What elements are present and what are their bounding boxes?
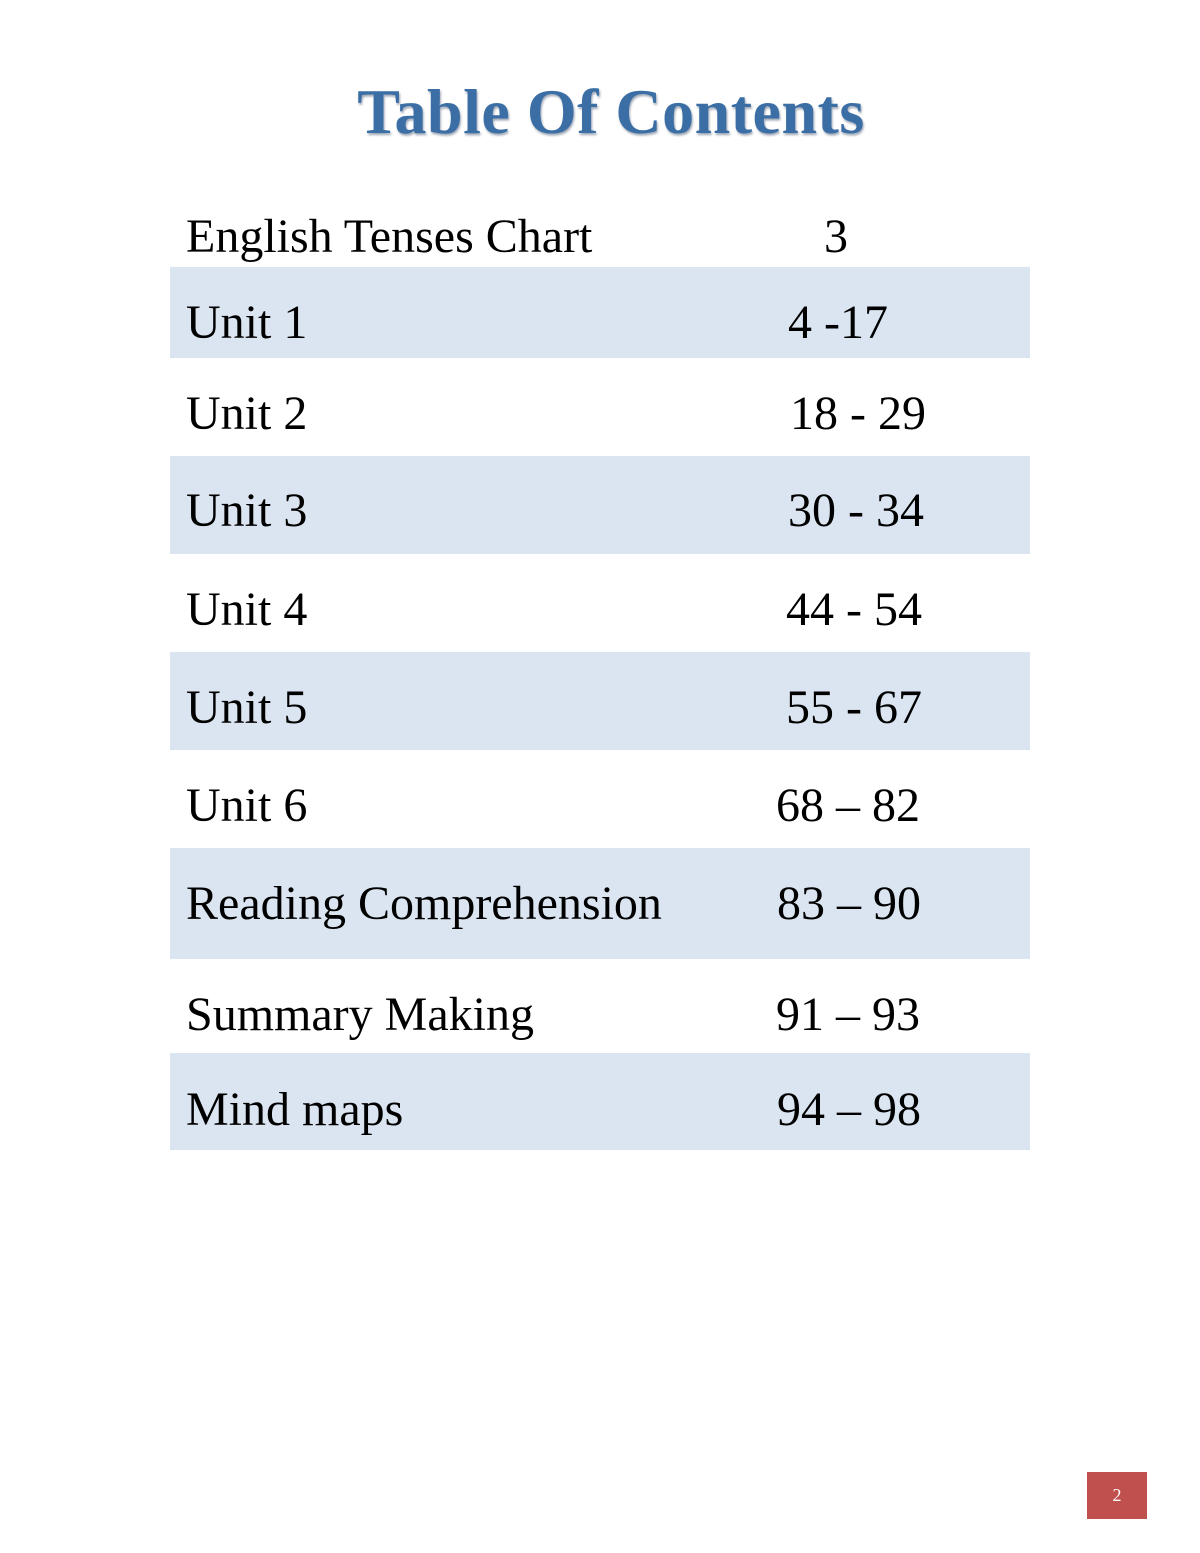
page-title: Table Of Contents — [357, 76, 865, 147]
toc-entry-pages: 94 – 98 — [777, 1083, 921, 1136]
toc-entry-pages: 4 -17 — [788, 296, 888, 349]
toc-row-unit-4 — [170, 554, 1030, 652]
toc-row-reading-comprehension — [170, 848, 1030, 959]
page-number-badge: 2 — [1087, 1472, 1147, 1519]
toc-entry-pages: 55 - 67 — [786, 681, 922, 734]
toc-entry-pages: 44 - 54 — [786, 583, 922, 636]
toc-row-unit-2 — [170, 358, 1030, 456]
toc-entry-label: Unit 5 — [186, 681, 308, 734]
toc-entry-label: Unit 4 — [186, 583, 308, 636]
toc-entry-label: Reading Comprehension — [186, 877, 662, 930]
toc-row-summary-making — [170, 959, 1030, 1053]
toc-entry-label: Mind maps — [186, 1083, 404, 1136]
toc-row-mind-maps — [170, 1053, 1030, 1150]
toc-entry-label: Unit 6 — [186, 779, 308, 832]
toc-row-unit-5 — [170, 652, 1030, 750]
toc-row-english-tenses-chart — [170, 208, 1030, 266]
toc-row-unit-6 — [170, 750, 1030, 848]
toc-entry-label: Summary Making — [186, 988, 534, 1041]
toc-entry-pages: 91 – 93 — [776, 988, 920, 1041]
toc-entry-pages: 30 - 34 — [788, 484, 924, 537]
toc-row-unit-3 — [170, 456, 1030, 554]
toc-entry-pages: 68 – 82 — [776, 779, 920, 832]
toc-entry-label: Unit 2 — [186, 387, 308, 440]
toc-row-unit-1 — [170, 267, 1030, 358]
toc-entry-pages: 18 - 29 — [790, 387, 926, 440]
toc-entry-pages: 83 – 90 — [777, 877, 921, 930]
toc-entry-label: Unit 1 — [186, 296, 308, 349]
toc-entry-label: English Tenses Chart — [186, 210, 593, 263]
toc-entry-label: Unit 3 — [186, 484, 308, 537]
toc-entry-pages: 3 — [824, 210, 848, 263]
